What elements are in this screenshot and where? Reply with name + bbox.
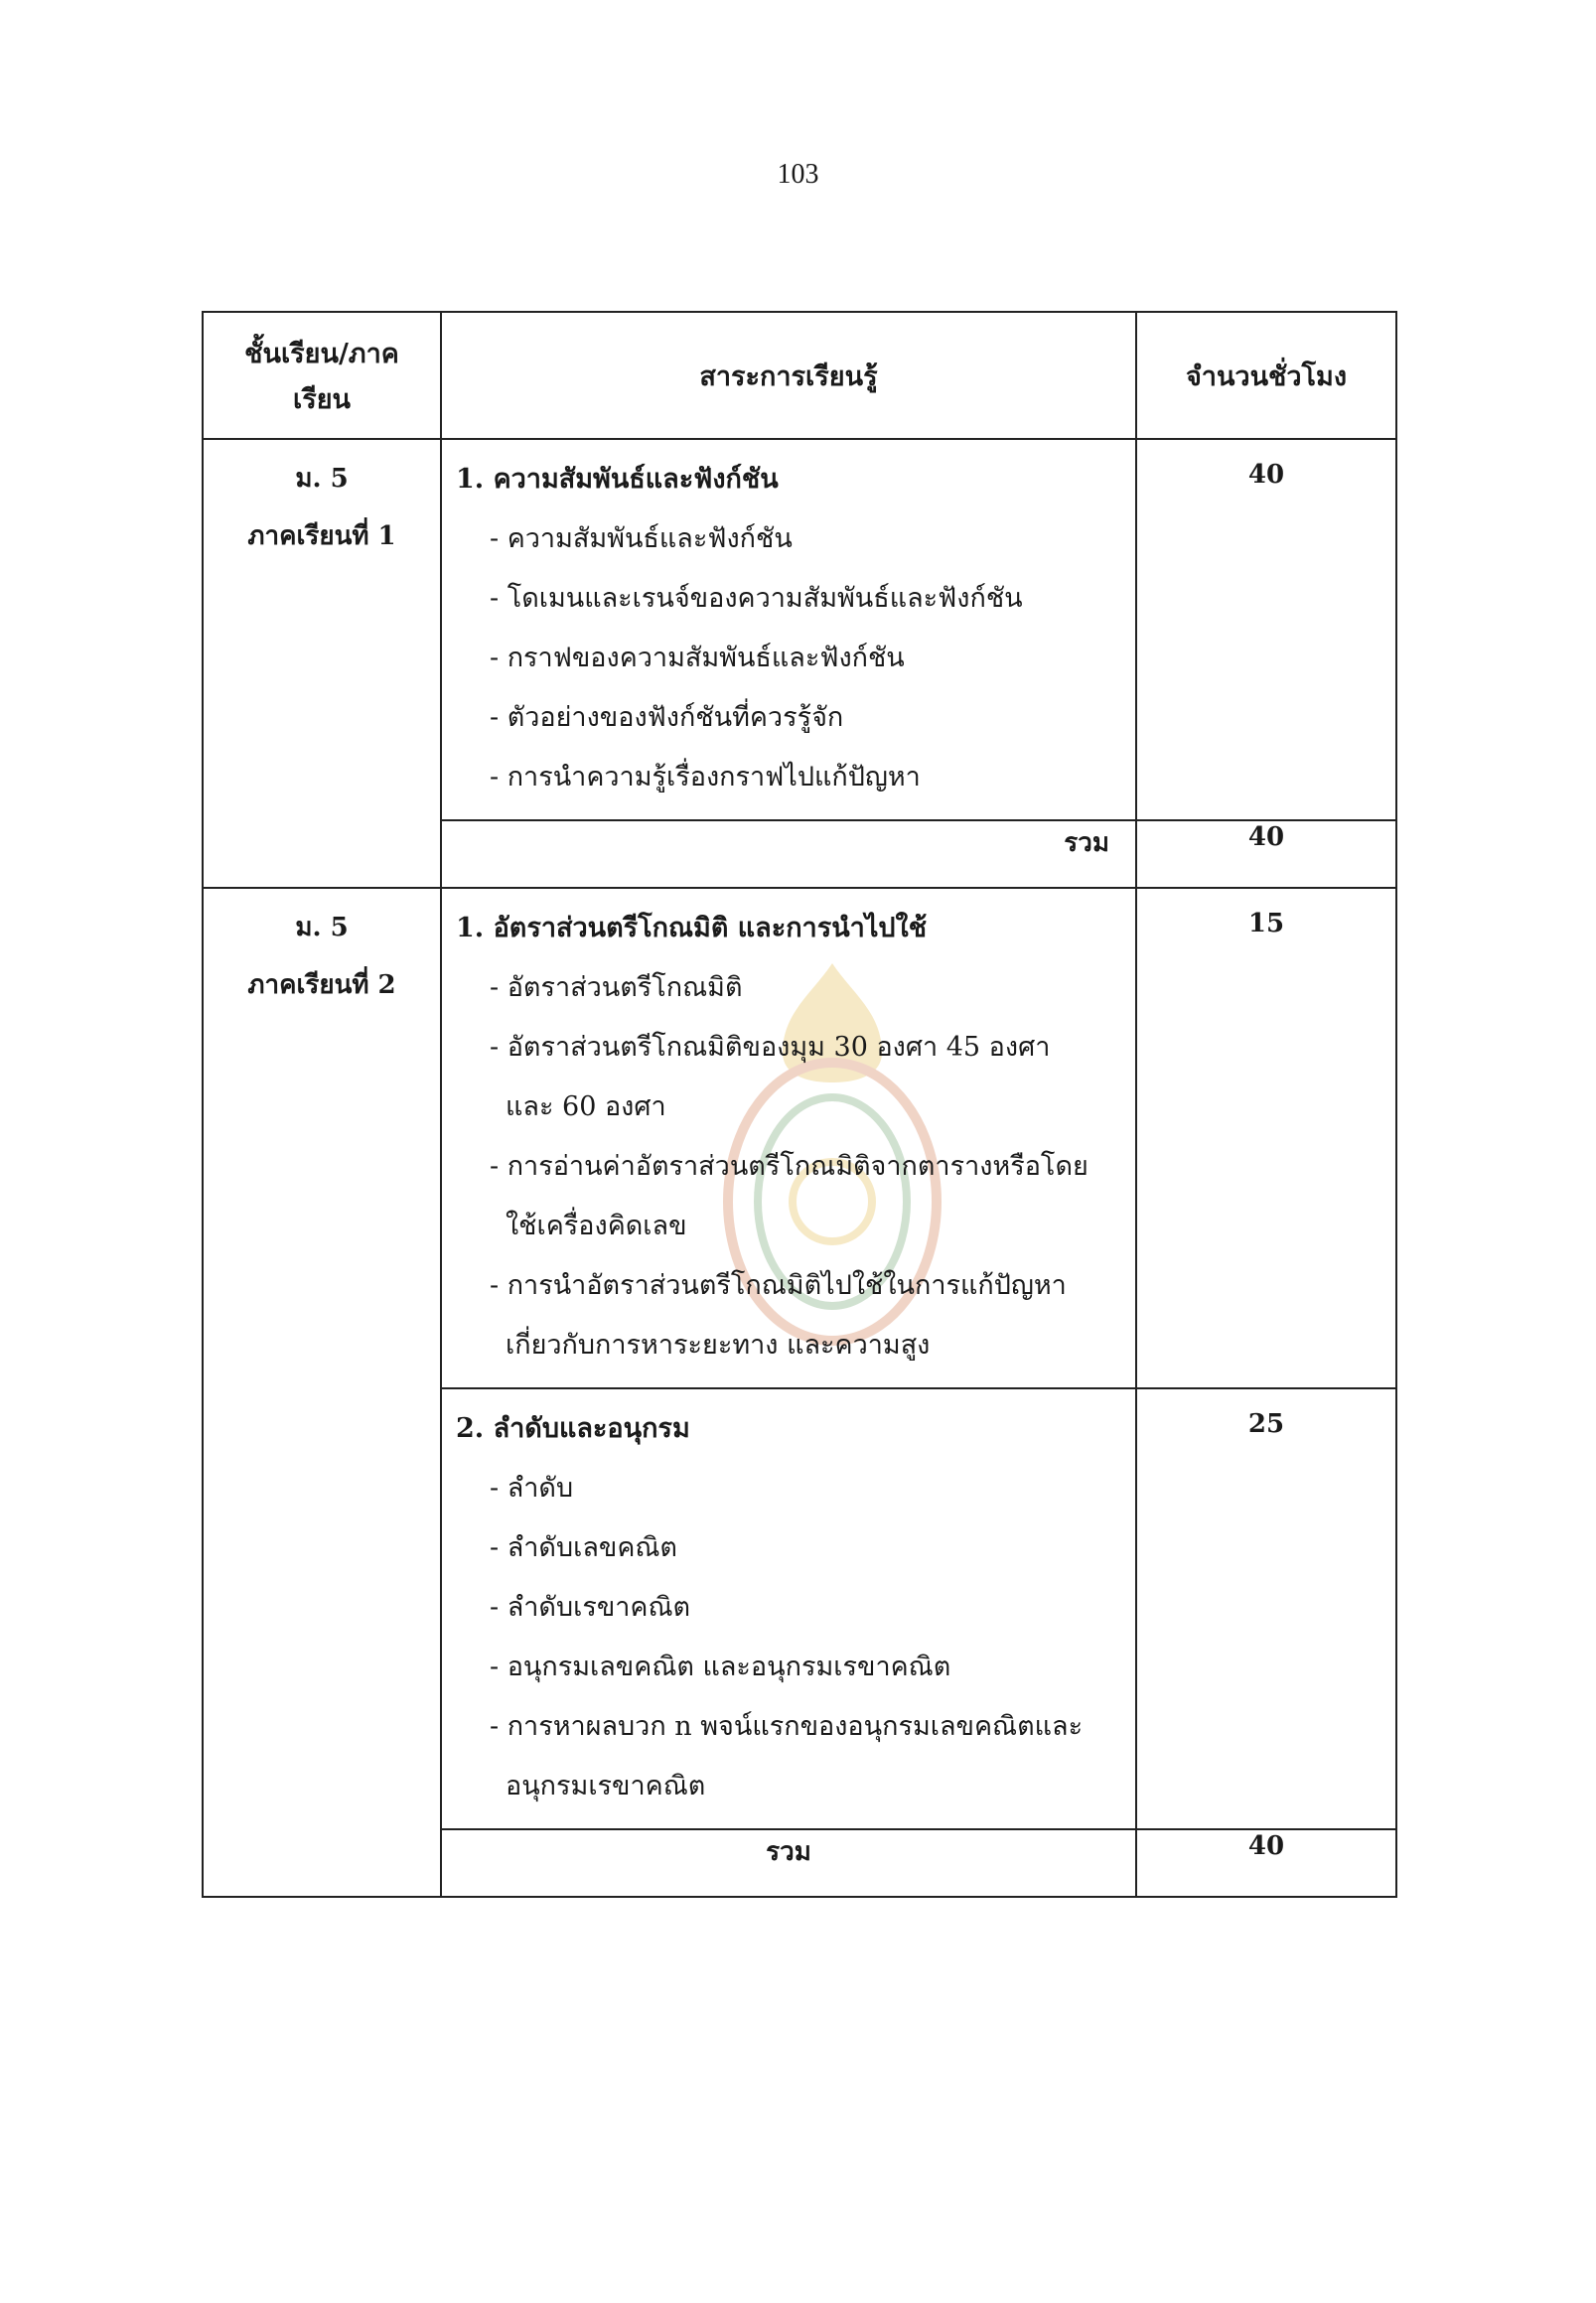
list-item xyxy=(490,1018,1119,1137)
list-item: - การนำความรู้เรื่องกราฟไปแก้ปัญหา xyxy=(490,762,921,792)
table-row xyxy=(203,888,1396,1388)
list-item xyxy=(490,1697,1119,1816)
grade-cell-semester1 xyxy=(203,439,441,888)
total-hours: 40 xyxy=(1136,1829,1396,1897)
topic-items xyxy=(456,958,1119,1375)
topic-title: 1. อัตราส่วนตรีโกณมิติ และการนำไปใช้ xyxy=(456,913,928,943)
list-item: - กราฟของความสัมพันธ์และฟังก์ชัน xyxy=(490,643,905,673)
table-row xyxy=(203,439,1396,820)
grade-label: ม. 5 xyxy=(295,464,349,494)
list-item-continuation: และ 60 องศา xyxy=(506,1091,666,1122)
list-item: - อัตราส่วนตรีโกณมิติ xyxy=(490,972,743,1003)
term-label: ภาคเรียนที่ 2 xyxy=(247,970,396,1000)
hours-cell: 15 xyxy=(1136,888,1396,1388)
list-item-text: - อัตราส่วนตรีโกณมิติของมุม 30 องศา 45 องศา xyxy=(490,1032,1051,1063)
content-cell xyxy=(441,439,1136,820)
list-item-text: - การหาผลบวก n พจน์แรกของอนุกรมเลขคณิตและ xyxy=(490,1711,1084,1742)
topic-title: 1. ความสัมพันธ์และฟังก์ชัน xyxy=(456,464,779,495)
header-grade-line1: ชั้นเรียน/ภาค xyxy=(244,339,399,369)
list-item: - ลำดับเลขคณิต xyxy=(490,1532,677,1563)
list-item: - อนุกรมเลขคณิต และอนุกรมเรขาคณิต xyxy=(490,1652,951,1682)
topic-items xyxy=(456,1459,1119,1816)
header-grade xyxy=(203,312,441,439)
hours-cell: 25 xyxy=(1136,1388,1396,1829)
list-item: - ความสัมพันธ์และฟังก์ชัน xyxy=(490,523,793,554)
total-hours: 40 xyxy=(1136,820,1396,888)
total-label: รวม xyxy=(441,1829,1136,1897)
list-item xyxy=(490,1256,1119,1375)
page-number: 103 xyxy=(777,159,819,190)
list-item: - ตัวอย่างของฟังก์ชันที่ควรรู้จัก xyxy=(490,702,844,733)
list-item xyxy=(490,1137,1119,1256)
list-item-continuation: เกี่ยวกับการหาระยะทาง และความสูง xyxy=(506,1330,931,1361)
list-item-continuation: ใช้เครื่องคิดเลข xyxy=(506,1211,687,1241)
list-item-text: - การนำอัตราส่วนตรีโกณมิติไปใช้ในการแก้ปัญหา xyxy=(490,1270,1067,1301)
list-item-continuation: อนุกรมเรขาคณิต xyxy=(506,1771,706,1801)
header-grade-line2: เรียน xyxy=(292,384,351,415)
header-hours: จำนวนชั่วโมง xyxy=(1136,312,1396,439)
header-row xyxy=(203,312,1396,439)
term-label: ภาคเรียนที่ 1 xyxy=(247,521,396,551)
list-item: - โดเมนและเรนจ์ของความสัมพันธ์และฟังก์ชัน xyxy=(490,583,1023,614)
curriculum-table xyxy=(202,311,1397,1898)
hours-cell: 40 xyxy=(1136,439,1396,820)
content-cell xyxy=(441,1388,1136,1829)
list-item: - ลำดับเรขาคณิต xyxy=(490,1592,691,1623)
total-label: รวม xyxy=(441,820,1136,888)
list-item-text: - การอ่านค่าอัตราส่วนตรีโกณมิติจากตารางหรือโดย xyxy=(490,1151,1088,1182)
header-content: สาระการเรียนรู้ xyxy=(441,312,1136,439)
grade-label: ม. 5 xyxy=(295,913,349,942)
topic-title: 2. ลำดับและอนุกรม xyxy=(456,1413,690,1444)
topic-items xyxy=(456,509,1119,807)
list-item: - ลำดับ xyxy=(490,1473,574,1504)
content-cell xyxy=(441,888,1136,1388)
grade-cell-semester2 xyxy=(203,888,441,1897)
